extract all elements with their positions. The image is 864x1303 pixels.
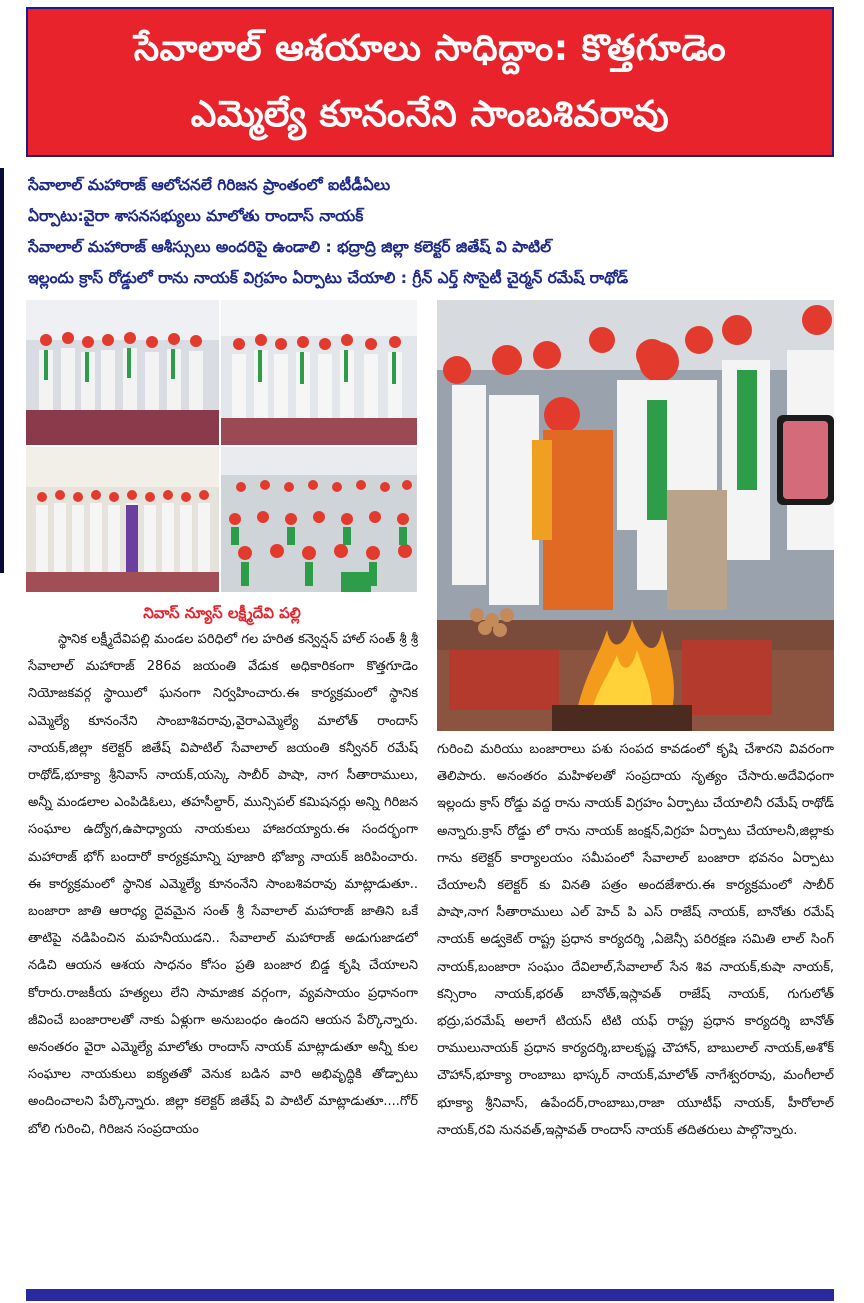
- photo-group-stage-2: [221, 300, 417, 445]
- headline-banner: [26, 7, 834, 157]
- subhead-2: ఏర్పాటు:వైరా శాసనసభ్యులు మాలోతు రాందాస్ నాయక్: [28, 207, 364, 225]
- subhead-3: సేవాలాల్ మహారాజ్ ఆశీస్సులు అందరిపై ఉండాలి : భద్రాద్రి జిల్లా కలెక్టర్ జితేష్ వి పాటిల్: [28, 238, 552, 256]
- photo-group-stage-1: [26, 300, 219, 445]
- subhead-1: సేవాలాల్ మహారాజ్ ఆలోచనలే గిరిజన ప్రాంతంలో ఐటీడీఏలు: [28, 176, 391, 194]
- article-paragraph-left: స్థానిక లక్ష్మీదేవిపల్లి మండల పరిధిలో గల హరిత కన్వెన్షన్ హాల్ సంత్ శ్రీ శ్రీ సేవాలాల్ మహారాజ్ 286వ జయంతి వేడుక అధికారికంగా కొత్తగూడెం నియోజకవర్గ స్థాయిలో ఘనంగా నిర్వహించారు.ఈ కార్యక్రమంలో స్థానిక ఎమ్మెల్యే కూనంనేని సాంబాశివరావు,వైరాఎమ్మెల్యే మాలోత్ రాందాస్ నాయక్,జిల్లా కలెక్టర్ జితేష్ విపాటిల్ సేవాలాల్ జయంతి కన్వీనర్ రమేష్ రాథోడ్,భూక్యా శ్రీనివాస్ నాయక్,యస్కె సాబీర్ పాషా, నాగ సీతారాములు, అన్నీ మండలాల ఎంపిడిఓలు, తహసీల్దార్, మున్సిపల్ కమిషనర్లు అన్ని గిరిజన సంఘాల ఉద్యోగ,ఉపాధ్యాయ నాయకులు హాజరయ్యారు.ఈ సందర్భంగా మహారాజ్ భోగ్ బందారో కార్యక్రమాన్ని పూజారి భోజ్యా నాయక్ జరిపించారు. ఈ కార్యక్రమంలో స్థానిక ఎమ్మెల్యే కూనంనేని సాంబశివరావు మాట్లాడుతూ.. బంజారా జాతి ఆరాధ్య దైవమైన సంత్ శ్రీ సేవాలాల్ మహారాజ్ జాతిని ఒకే తాటిపై నడిపించిన మహనీయుడని.. సేవాలాల్ మహారాజ్ అడుగుజాడలో నడిచి ఆయన ఆశయ సాధనం కోసం ప్రతి బంజార బిడ్డ కృషి చేయాలని కోరారు.రాజకీయ హత్యలు లేని సామాజిక వర్గంగా, వ్యవసాయం ప్రధానంగా జీవించే బంజారాలతో నాకు ఏళ్లుగా అనుబంధం ఉందని ఆయన పేర్కొన్నారు. అనంతరం వైరా ఎమ్మెల్యే మాలోతు రాందాస్ నాయక్ మాట్లాడుతూ అన్నీ కుల సంఘాల నాయకులు ఐక్యతతో వెనుక బడిన వారి అభివృద్ధికి తోడ్పాటు అందించాలని పేర్కొన్నారు. జిల్లా కలెక్టర్ జితేష్ వి పాటిల్ మాట్లాడుతూ....గోర్ బోలి గురించి, గిరిజన సంప్రదాయం: [28, 632, 418, 1137]
- article-column-right: [437, 736, 834, 1282]
- headline-line-2: ఎమ్మెల్యే కూనంనేని సాంబశివరావు: [190, 94, 670, 135]
- left-margin-strip: [0, 168, 4, 573]
- article-column-left: [28, 626, 418, 1280]
- article-paragraph-right: గురించి మరియు బంజారాలు పశు సంపద కావడంలో కృషి చేశారని వివరంగా తెలిపారు. అనంతరం మహిళలతో సంప్రదాయ నృత్యం చేసారు.అదేవిధంగా ఇల్లందు క్రాస్ రోడ్డు వద్ద రాను నాయక్ విగ్రహం ఏర్పాటు చేయాలినీ రమేష్ రాథోడ్ అన్నారు.క్రాస్ రోడ్డు లో రాను నాయక్ జంక్షన్,విగ్రహ ఏర్పాటు చేయాలనీ,జిల్లాకు గాను కలెక్టర్ కార్యాలయం సమీపంలో సేవాలాల్ బంజారా భవనం ఏర్పాటు చేయాలనీ కలెక్టర్ కు వినతి పత్రం అందజేశారు.ఈ కార్యక్రమంలో సాబీర్ పాషా,నాగ సీతారాములు ఎల్ హెచ్ పి ఎస్ రాజేష్ నాయక్, బానోతు రమేష్ నాయక్ అడ్వకెట్ రాష్ట్ర ప్రధాన కార్యదర్శి ,ఏజెన్సీ పరిరక్షణ సమితి లాల్ సింగ్ నాయక్,బంజారా సంఘం దేవిలాల్,సేవాలాల్ సేన శివ నాయక్,కుషా నాయక్, కన్సిరాం నాయక్,భరత్ బానోత్,ఇస్లావత్ రాజేష్ నాయక్, గుగులోత్ భద్రు,పరమేష్ అలాగే టియస్ టిటి యఫ్ రాష్ట్ర ప్రధాన కార్యదర్శి బానోత్ రాములునాయక్ ప్రధాన కార్యదర్శి,బాలకృష్ణ చౌహాన్, బాబులాల్ నాయక్,అశోక్ చౌహాన్,భూక్యా రాంబాబు భాస్కర్ నాయక్,మాలోత్ నాగేశ్వరరావు, మంగీలాల్ భూక్యా శ్రీనివాస్, ఉపేందర్,రాంబాబు,రాజా యూటీఫ్ నాయక్, హీరోలాల్ నాయక్,రవి నునవత్,ఇస్లావత్ రాందాస్ నాయక్ తదితరులు పాల్గొన్నారు.: [437, 742, 834, 1138]
- photo-ritual-fire: [437, 300, 834, 731]
- footer-bar: [26, 1289, 834, 1301]
- subhead-4: ఇల్లందు క్రాస్ రోడ్డులో రాను నాయక్ విగ్రహం ఏర్పాటు చేయాలి : గ్రీన్ ఎర్త్ సొసైటీ చైర్మన్ రమేష్ రాథోడ్: [28, 269, 629, 287]
- byline: నివాస్ న్యూస్ లక్ష్మీదేవి పల్లి: [143, 604, 301, 622]
- headline-line-1: సేవాలాల్ ఆశయాలు సాధిద్దాం: కొత్తగూడెం: [133, 28, 727, 69]
- photo-seated-audience: [221, 447, 417, 592]
- photo-group-stage-3: [26, 447, 219, 592]
- subheadings: [28, 170, 838, 294]
